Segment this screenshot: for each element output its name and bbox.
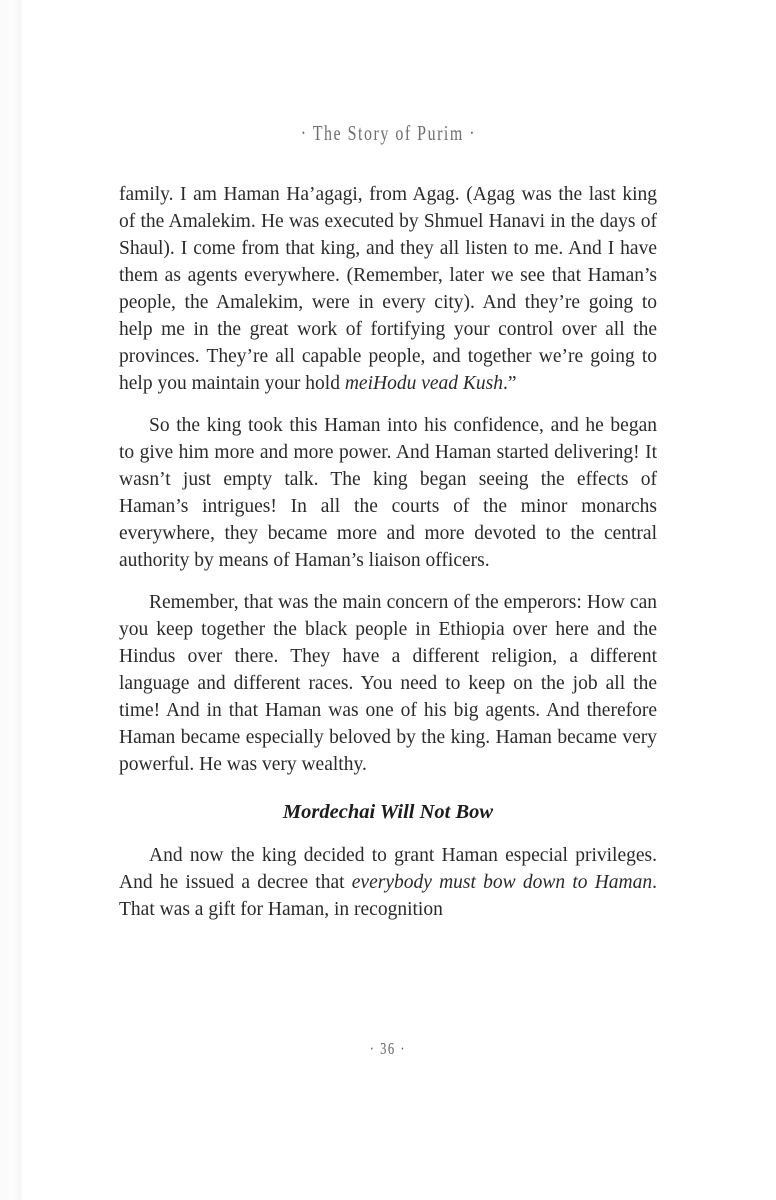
page-edge-shadow xyxy=(0,0,23,1200)
text-segment-italic: meiHodu vead Kush xyxy=(344,373,503,394)
text-segment: .” xyxy=(503,373,517,394)
paragraph xyxy=(119,842,657,923)
text-segment: And now the king decided to grant Haman especial privileges. And he issued a decree that xyxy=(119,845,657,893)
text-segment-italic: everybody must bow down to Haman xyxy=(351,872,653,893)
paragraph xyxy=(119,589,657,778)
text-segment: family. I am Haman Ha’agagi, from Agag. (Agag was the last king of the Amalekim. He was executed by Shmuel Hanavi in the days of Shaul). I come from that king, and they all listen to me. And I have them as agents everywhere. (Remember, later we see that Haman’s people, the Amalekim, were in every city). And they’re going to help me in the great work of fortifying your control over all the provinces. They’re all capable people, and together we’re going to help you maintain your hold xyxy=(119,184,657,394)
section-heading: Mordechai Will Not Bow xyxy=(282,801,494,823)
running-header-text: · The Story of Purim · xyxy=(300,121,476,145)
text-segment: . That was a gift for Haman, in recognition xyxy=(119,872,657,920)
text-column xyxy=(119,181,657,938)
page-number: · 36 · xyxy=(369,1039,407,1058)
text-segment: So the king took this Haman into his confidence, and he began to give him more and more power. And Haman started delivering! It wasn’t just empty talk. The king began seeing the effects of Haman’s intrigues! In all the courts of the minor monarchs everywhere, they became more and more devoted to the central authority by means of Haman’s liaison officers. xyxy=(119,415,657,571)
text-segment: Remember, that was the main concern of the emperors: How can you keep together the black people in Ethiopia over here and the Hindus over there. They have a different religion, a different language and different races. You need to keep on the job all the time! And in that Haman was one of his big agents. And therefore Haman became especially beloved by the king. Haman became very powerful. He was very wealthy. xyxy=(119,592,657,775)
page-footer xyxy=(119,1039,657,1059)
paragraph xyxy=(119,412,657,574)
paragraph xyxy=(119,181,657,397)
running-header xyxy=(119,121,657,146)
